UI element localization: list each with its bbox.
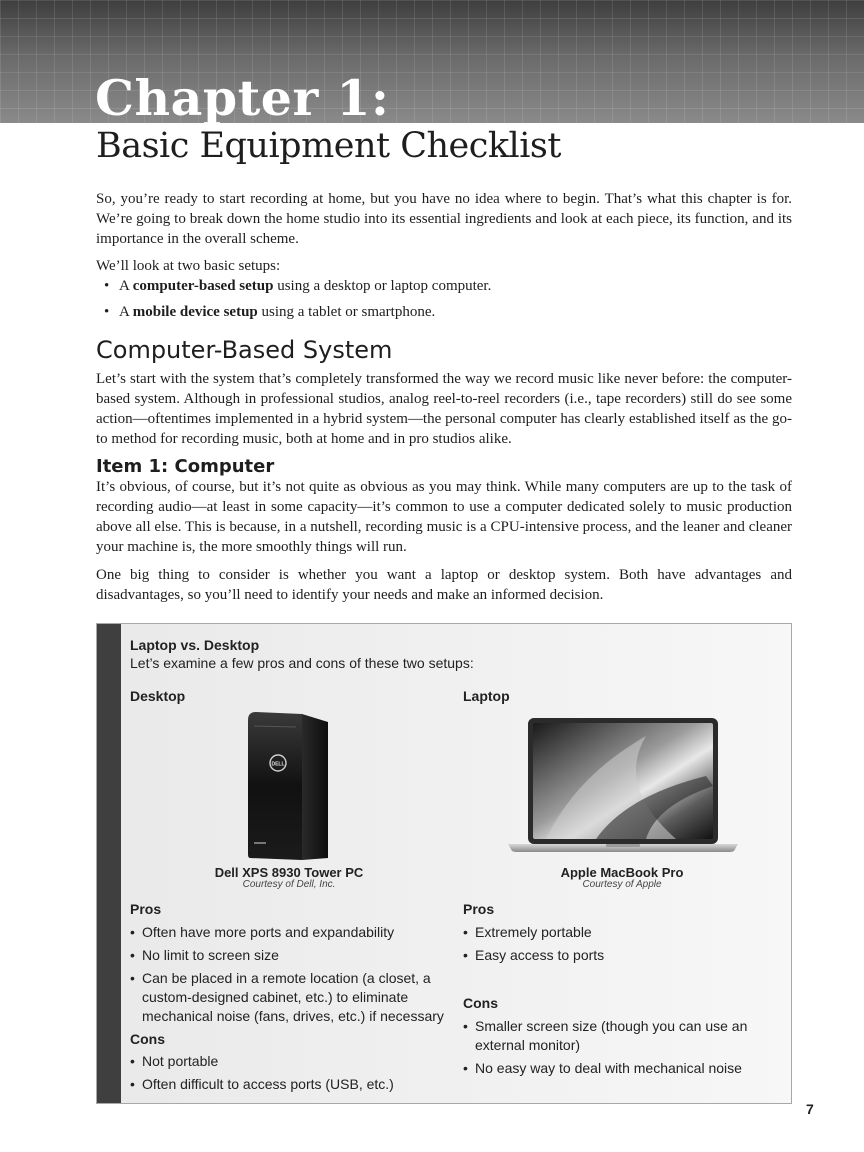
- item-heading: Item 1: Computer: [96, 456, 275, 477]
- intro-paragraph: So, you’re ready to start recording at home, but you have no idea where to begin. That’s what this chapter is for. We’re going to break down the home studio into its essential ingredients and look at each piece, its function, and its importance in the overall scheme.: [96, 191, 792, 247]
- item-paragraph: It’s obvious, of course, but it’s not quite as obvious as you may think. While many computers are up to the task of recording audio—at least in some capacity—it’s common to use a computer dedicated solely to music production above all else. This is because, in a nutshell, recording music is a CPU-intensive process, and the leaner and cleaner your machine is, the more smoothly things will run.: [96, 479, 792, 555]
- laptop-cons-heading: Cons: [463, 995, 498, 1011]
- brand-logo: DELL: [271, 761, 285, 768]
- desktop-pros-list: [130, 923, 450, 1030]
- section-paragraph: Let’s start with the system that’s completely transformed the way we record music like never before: the computer-based system. Although in professional studios, analog reel-to-reel recorders (i.e., tape recorders) still do see some action—oftentimes implemented in a hybrid system—the personal computer has clearly established itself as the go-to method for recording music, both at home and in pro studios alike.: [96, 371, 792, 447]
- list-item: • Smaller screen size (though you can use an external monitor): [463, 1017, 763, 1055]
- laptop-credit: Courtesy of Apple: [582, 879, 662, 890]
- desktop-tower-image: [240, 708, 336, 864]
- desktop-cons-list: [130, 1052, 450, 1098]
- item-paragraph-2: One big thing to consider is whether you want a laptop or desktop system. Both have advantages and disadvantages, so you’ll need to identify your needs and make an informed decision.: [96, 567, 792, 603]
- setups-lead-in: We’ll look at two basic setups:: [96, 258, 281, 274]
- desktop-credit: Courtesy of Dell, Inc.: [242, 879, 336, 890]
- list-item: • No easy way to deal with mechanical noise: [463, 1059, 763, 1078]
- chapter-label: Chapter 1:: [95, 69, 390, 127]
- section-heading: Computer-Based System: [96, 336, 393, 364]
- laptop-heading: Laptop: [463, 688, 510, 704]
- setup-computer-bold: computer-based setup: [132, 278, 274, 294]
- desktop-product-name: Dell XPS 8930 Tower PC: [214, 865, 364, 880]
- setup-mobile-bold: mobile device setup: [132, 304, 258, 320]
- laptop-pros-heading: Pros: [463, 901, 495, 917]
- list-item: • Not portable: [130, 1052, 450, 1071]
- chapter-title: Basic Equipment Checklist: [96, 126, 561, 166]
- list-item: • No limit to screen size: [130, 946, 450, 965]
- laptop-cons-list: [463, 1017, 763, 1082]
- desktop-pros-heading: Pros: [130, 901, 162, 917]
- toolbox-label: TOOLBOX: [5, 827, 19, 897]
- toolbox-sidebar: [97, 624, 121, 1103]
- desktop-cons-heading: Cons: [130, 1031, 165, 1047]
- laptop-pros-list: [463, 923, 763, 969]
- list-item: • A computer-based setup using a desktop or laptop computer.: [104, 276, 784, 296]
- laptop-product-name: Apple MacBook Pro: [560, 865, 684, 880]
- list-item: • Often difficult to access ports (USB, etc.): [130, 1075, 450, 1094]
- list-item: • Extremely portable: [463, 923, 763, 942]
- list-item: • Often have more ports and expandability: [130, 923, 450, 942]
- page-number: 7: [806, 1101, 814, 1117]
- list-item: • Easy access to ports: [463, 946, 763, 965]
- list-item: • Can be placed in a remote location (a closet, a custom-designed cabinet, etc.) to eliminate mechanical noise (fans, drives, etc.) if necessary: [130, 969, 450, 1026]
- laptop-image: [506, 716, 740, 854]
- desktop-heading: Desktop: [130, 688, 186, 704]
- toolbox-intro: Let’s examine a few pros and cons of these two setups:: [130, 655, 474, 671]
- setup-list: [104, 276, 784, 328]
- list-item: • A mobile device setup using a tablet or smartphone.: [104, 302, 784, 322]
- toolbox-title: Laptop vs. Desktop: [130, 637, 260, 653]
